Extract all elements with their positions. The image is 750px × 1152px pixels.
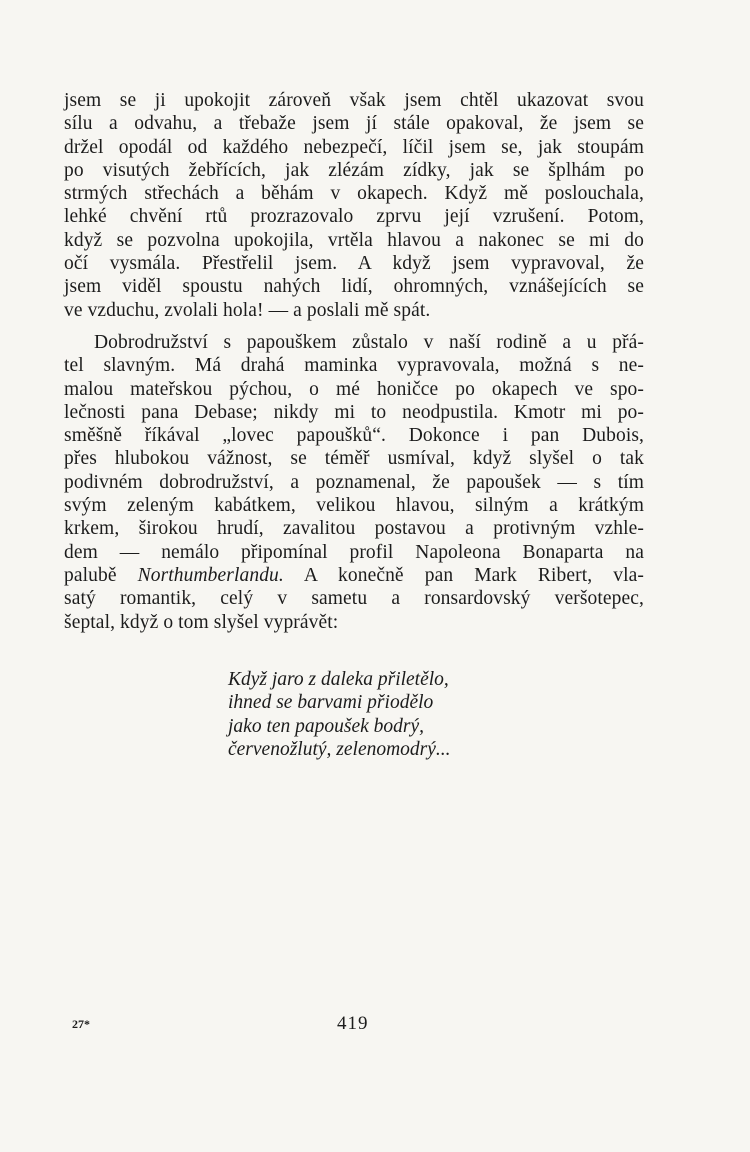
text-line: po visutých žebřících, jak zlézám zídky, jak se šplhám po [64, 159, 644, 181]
text-line-with-italic [64, 564, 644, 587]
text-fragment: A konečně pan Mark Ribert, vla- [303, 564, 644, 586]
text-line: strmých střechách a běhám v okapech. Když mě poslouchala, [64, 183, 644, 205]
text-line: směšně říkával „lovec papoušků“. Dokonce i pan Dubois, [64, 425, 644, 447]
poem-stanza [228, 668, 451, 761]
text-line: jsem viděl spoustu nahých lidí, ohromných, vznášejících se [64, 276, 644, 298]
paragraph-2 [64, 331, 644, 634]
text-line: podivném dobrodružství, a poznamenal, že papoušek — s tím [64, 471, 644, 493]
text-fragment: palubě [64, 564, 117, 586]
page-number: 419 [337, 1013, 369, 1034]
text-line: Dobrodružství s papouškem zůstalo v naší rodině a u přá- [94, 332, 644, 353]
text-line: držel opodál od každého nebezpečí, líčil jsem se, jak stoupám [64, 136, 644, 158]
text-line: tel slavným. Má drahá maminka vypravovala, možná s ne- [64, 355, 644, 377]
text-line: sílu a odvahu, a třebaže jsem jí stále opakoval, že jsem se [64, 113, 644, 135]
poem-line: červenožlutý, zelenomodrý... [228, 738, 451, 760]
signature-mark: 27* [72, 1017, 90, 1031]
text-line: svým zeleným kabátkem, velikou hlavou, silným a krátkým [64, 495, 644, 517]
text-line: lehké chvění rtů prozrazovalo zprvu její vzrušení. Potom, [64, 206, 644, 228]
text-line: malou mateřskou pýchou, o mé honičce po okapech ve spo- [64, 378, 644, 400]
text-line: když se pozvolna upokojila, vrtěla hlavou a nakonec se mi do [64, 229, 644, 251]
ship-name: Northumberlandu. [137, 564, 284, 586]
text-line: přes hlubokou vážnost, se téměř usmíval, když slyšel o tak [64, 448, 644, 470]
poem-line: jako ten papoušek bodrý, [228, 715, 425, 737]
text-line: krkem, širokou hrudí, zavalitou postavou a protivným vzhle- [64, 518, 644, 540]
text-line: jsem se ji upokojit zároveň však jsem chtěl ukazovat svou [64, 90, 644, 111]
text-line: satý romantik, celý v sametu a ronsardovský veršotepec, [64, 588, 644, 610]
poem-line: Když jaro z daleka přiletělo, [228, 669, 449, 690]
text-line: lečnosti pana Debase; nikdy mi to neodpustila. Kmotr mi po- [64, 401, 644, 423]
poem-line: ihned se barvami přiodělo [228, 692, 434, 714]
text-line: očí vysmála. Přestřelil jsem. A když jsem vypravoval, že [64, 253, 644, 275]
text-line: šeptal, když o tom slyšel vyprávět: [64, 611, 339, 633]
text-line: dem — nemálo připomínal profil Napoleona Bonaparta na [64, 541, 644, 563]
paragraph-1 [64, 89, 644, 322]
text-line: ve vzduchu, zvolali hola! — a poslali mě spát. [64, 299, 431, 321]
